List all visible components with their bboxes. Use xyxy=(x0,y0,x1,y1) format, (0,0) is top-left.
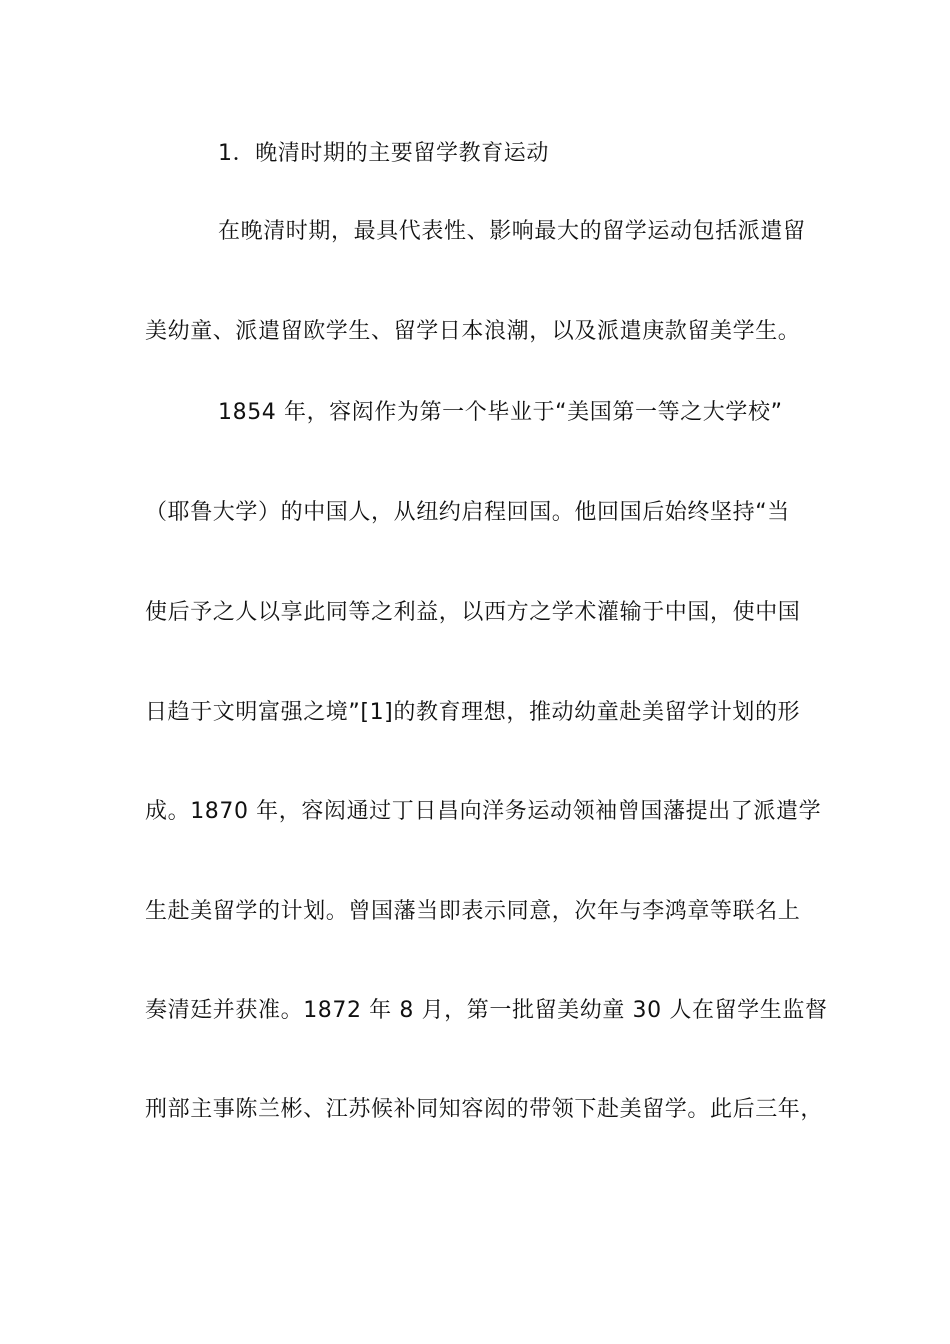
paragraph-line-10: 刑部主事陈兰彬、江苏候补同知容闳的带领下赴美留学。此后三年， xyxy=(145,1097,824,1122)
section-heading: 1．晚清时期的主要留学教育运动 xyxy=(218,141,549,166)
paragraph-line-2: 美幼童、派遣留欧学生、留学日本浪潮，以及派遣庚款留美学生。 xyxy=(145,319,801,344)
paragraph-line-7: 成。1870 年，容闳通过丁日昌向洋务运动领袖曾国藩提出了派遣学 xyxy=(145,799,822,824)
paragraph-line-3: 1854 年，容闳作为第一个毕业于“美国第一等之大学校” xyxy=(218,400,783,425)
paragraph-line-1: 在晚清时期，最具代表性、影响最大的留学运动包括派遣留 xyxy=(218,219,806,244)
paragraph-line-5: 使后予之人以享此同等之利益，以西方之学术灌输于中国，使中国 xyxy=(145,600,801,625)
paragraph-line-8: 生赴美留学的计划。曾国藩当即表示同意，次年与李鸿章等联名上 xyxy=(145,899,801,924)
paragraph-line-9: 奏清廷并获准。1872 年 8 月，第一批留美幼童 30 人在留学生监督 xyxy=(145,998,828,1023)
paragraph-line-6: 日趋于文明富强之境”[1]的教育理想，推动幼童赴美留学计划的形 xyxy=(145,700,801,725)
paragraph-line-4: （耶鲁大学）的中国人，从纽约启程回国。他回国后始终坚持“当 xyxy=(145,500,790,525)
